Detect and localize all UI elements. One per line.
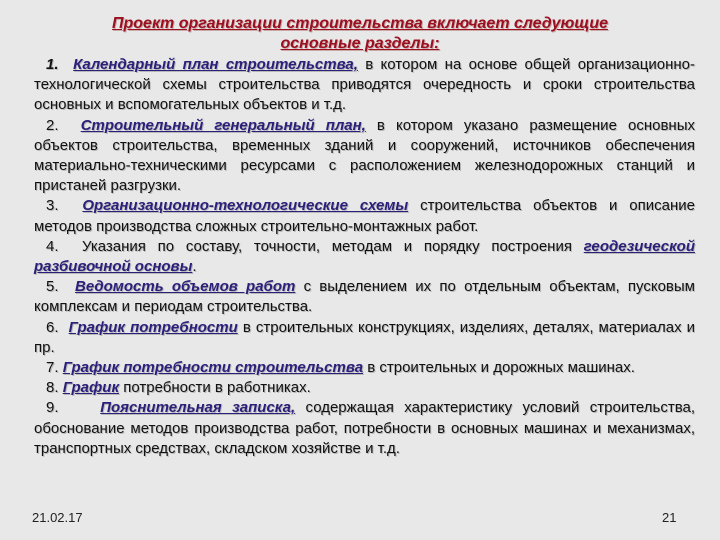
item-number: 4. xyxy=(46,237,59,255)
item-highlight: геодезической разбивочной основы xyxy=(34,237,695,276)
item-highlight: График xyxy=(62,379,120,397)
title-line-2: основные разделы: xyxy=(280,35,440,52)
list-item xyxy=(34,237,695,277)
item-number: 7. xyxy=(46,359,59,377)
item-text: в строительных конструкциях, изделиях, деталях, материалах и пр. xyxy=(34,318,696,356)
item-pre-text: Указания по составу, точности, методам и порядку построения xyxy=(81,237,584,255)
item-highlight: Организационно-технологические схемы xyxy=(82,197,409,215)
list-item xyxy=(34,318,695,358)
footer-date: 21.02.17 xyxy=(32,510,83,525)
item-highlight: Календарный план строительства, xyxy=(73,56,358,73)
item-highlight: Ведомость объемов работ xyxy=(74,278,296,296)
item-number: 6. xyxy=(46,318,59,336)
item-highlight: График потребности xyxy=(68,318,238,336)
title-line-1: Проект организации строительства включает следующие xyxy=(111,15,608,32)
list-item xyxy=(34,277,695,317)
item-highlight: График потребности строительства xyxy=(62,359,364,377)
item-text: строительства объектов и описание методов производства сложных строительно-монтажных работ. xyxy=(34,197,695,235)
item-number: 2. xyxy=(46,116,59,134)
item-text: содержащая характеристику условий строительства, обоснование методов производства работ, потребности в основных машинах и механизмах, транспортных средствах, складском хозяйстве и т.д. xyxy=(34,399,695,457)
list-item xyxy=(34,55,695,116)
item-highlight: Пояснительная записка, xyxy=(100,399,296,417)
list-item xyxy=(34,378,695,398)
page-number: 21 xyxy=(662,510,677,525)
item-number: 1. xyxy=(46,56,59,73)
item-text: . xyxy=(192,258,197,276)
item-highlight: Строительный генеральный план, xyxy=(80,116,366,134)
list-item xyxy=(34,398,695,459)
item-text: в строительных и дорожных машинах. xyxy=(363,359,635,377)
item-number: 9. xyxy=(46,399,59,417)
list-item xyxy=(34,116,695,197)
item-number: 3. xyxy=(46,197,59,215)
item-number: 8. xyxy=(46,379,59,397)
item-text: в котором указано размещение основных объектов строительства, временных зданий и сооружений, источников обеспечения материально-техническими ресурсами с расположением железнодорожных станций и пристаней разгрузки. xyxy=(34,116,695,195)
item-text: потребности в работниках. xyxy=(119,379,311,397)
list-item xyxy=(34,358,695,378)
sections-list xyxy=(34,55,695,459)
item-text: с выделением их по отдельным объектам, пусковым комплексам и периодам строительства. xyxy=(34,278,695,316)
list-item xyxy=(34,196,695,236)
slide-title xyxy=(40,14,680,54)
item-text: в котором на основе общей организационно-технологической схемы строительства приводятся очередность и сроки строительства основных и вспомогательных объектов и т.д. xyxy=(34,56,695,114)
item-number: 5. xyxy=(46,278,59,296)
